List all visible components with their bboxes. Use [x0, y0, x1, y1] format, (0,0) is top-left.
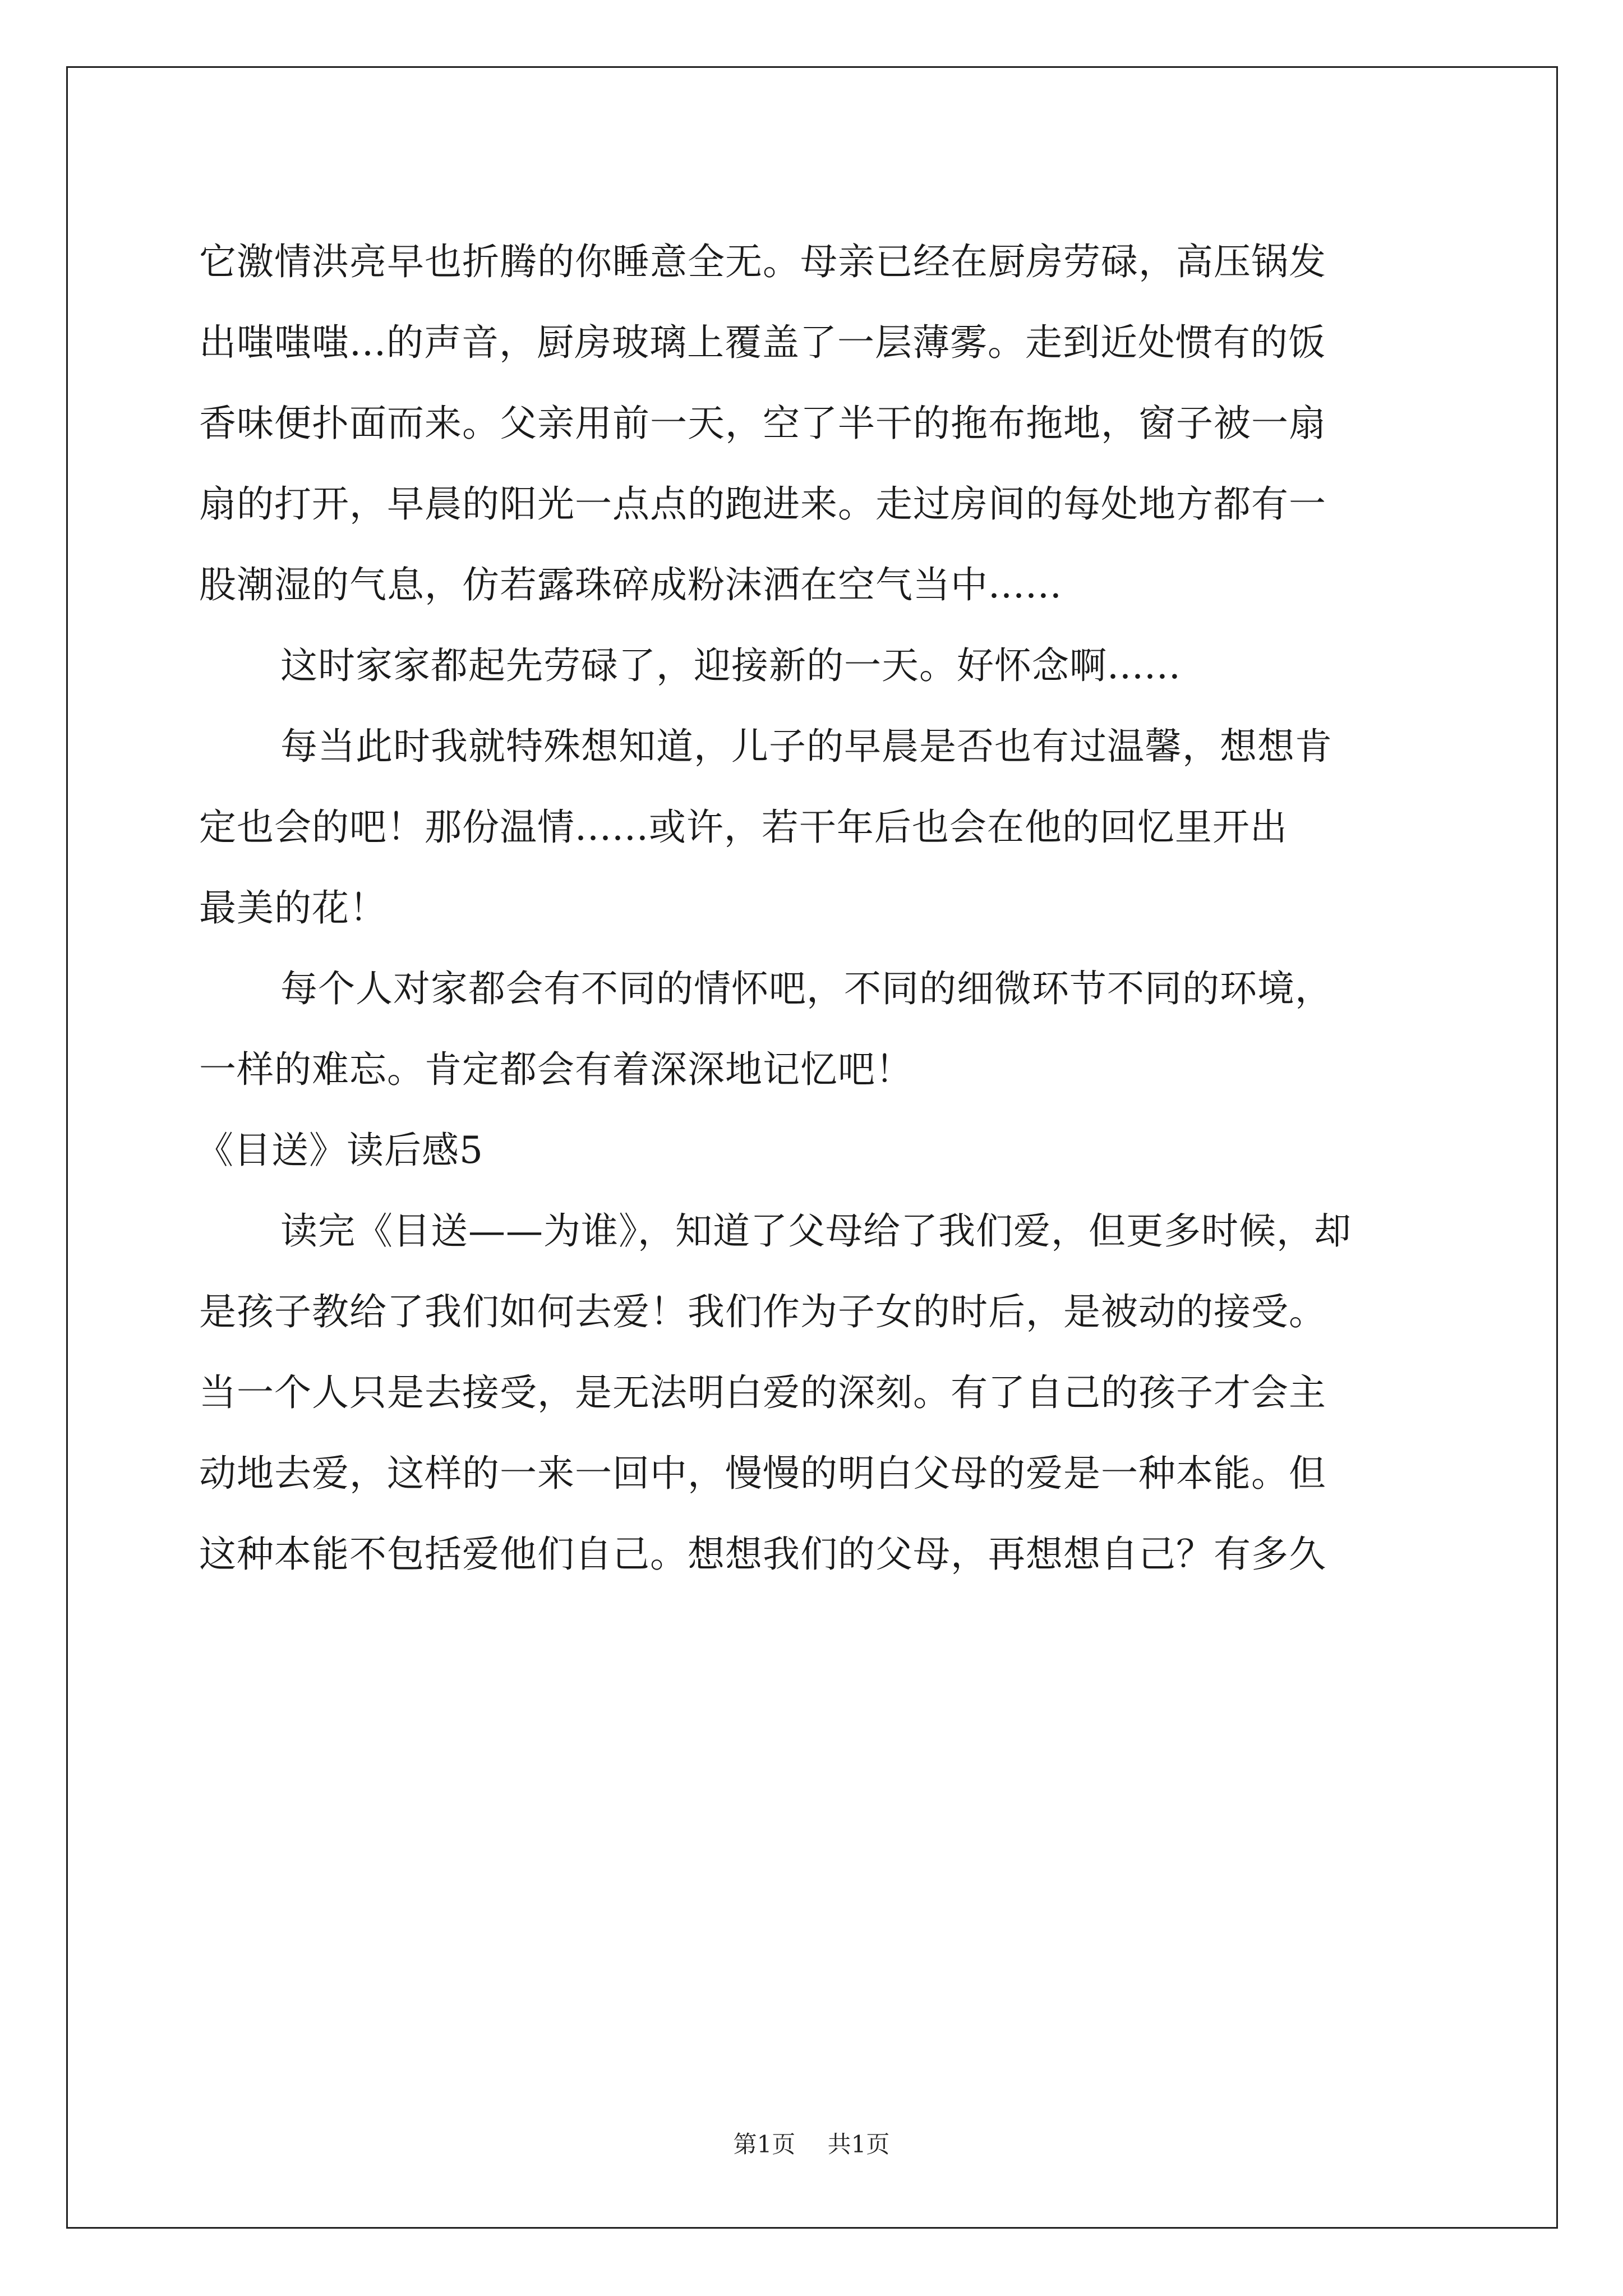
- paragraph-start-line: 每个人对家都会有不同的情怀吧，不同的细微环节不同的环境，: [280, 967, 1332, 1010]
- text-line: 这种本能不包括爱他们自己。想想我们的父母，再想想自己？有多久: [199, 1533, 1326, 1576]
- text-line: 扇的打开，早晨的阳光一点点的跑进来。走过房间的每处地方都有一: [199, 482, 1326, 526]
- text-line: 香味便扑面而来。父亲用前一天，空了半干的拖布拖地，窗子被一扇: [199, 402, 1326, 445]
- document-body: [196, 222, 1433, 1595]
- text-line: 定也会的吧！那份温情......或许，若干年后也会在他的回忆里开出: [199, 806, 1288, 849]
- text-line: 出嗤嗤嗤...的声音，厨房玻璃上覆盖了一层薄雾。走到近处惯有的饭: [199, 321, 1326, 364]
- paragraph-start-line: 每当此时我就特殊想知道，儿子的早晨是否也有过温馨，想想肯: [280, 725, 1332, 768]
- page-number: 第1页: [733, 2131, 796, 2158]
- text-line: 股潮湿的气息，仿若露珠碎成粉沫洒在空气当中......: [199, 563, 1062, 606]
- page-footer: [0, 2126, 1623, 2160]
- text-line: 是孩子教给了我们如何去爱！我们作为子女的时后，是被动的接受。: [199, 1290, 1326, 1333]
- paragraph-start-line: 这时家家都起先劳碌了，迎接新的一天。好怀念啊......: [280, 644, 1181, 687]
- paragraph-start-line: 读完《目送——为谁》，知道了父母给了我们爱，但更多时候，却: [280, 1209, 1352, 1253]
- text-line: 当一个人只是去接受，是无法明白爱的深刻。有了自己的孩子才会主: [199, 1371, 1326, 1414]
- section-heading: 《目送》读后感5: [196, 1129, 483, 1172]
- text-line: 最美的花！: [199, 886, 387, 930]
- page-total: 共1页: [827, 2131, 890, 2158]
- text-line: 它激情洪亮早也折腾的你睡意全无。母亲已经在厨房劳碌，高压锅发: [199, 240, 1326, 283]
- text-line: 动地去爱，这样的一来一回中，慢慢的明白父母的爱是一种本能。但: [199, 1452, 1326, 1495]
- text-line: 一样的难忘。肯定都会有着深深地记忆吧！: [199, 1048, 913, 1091]
